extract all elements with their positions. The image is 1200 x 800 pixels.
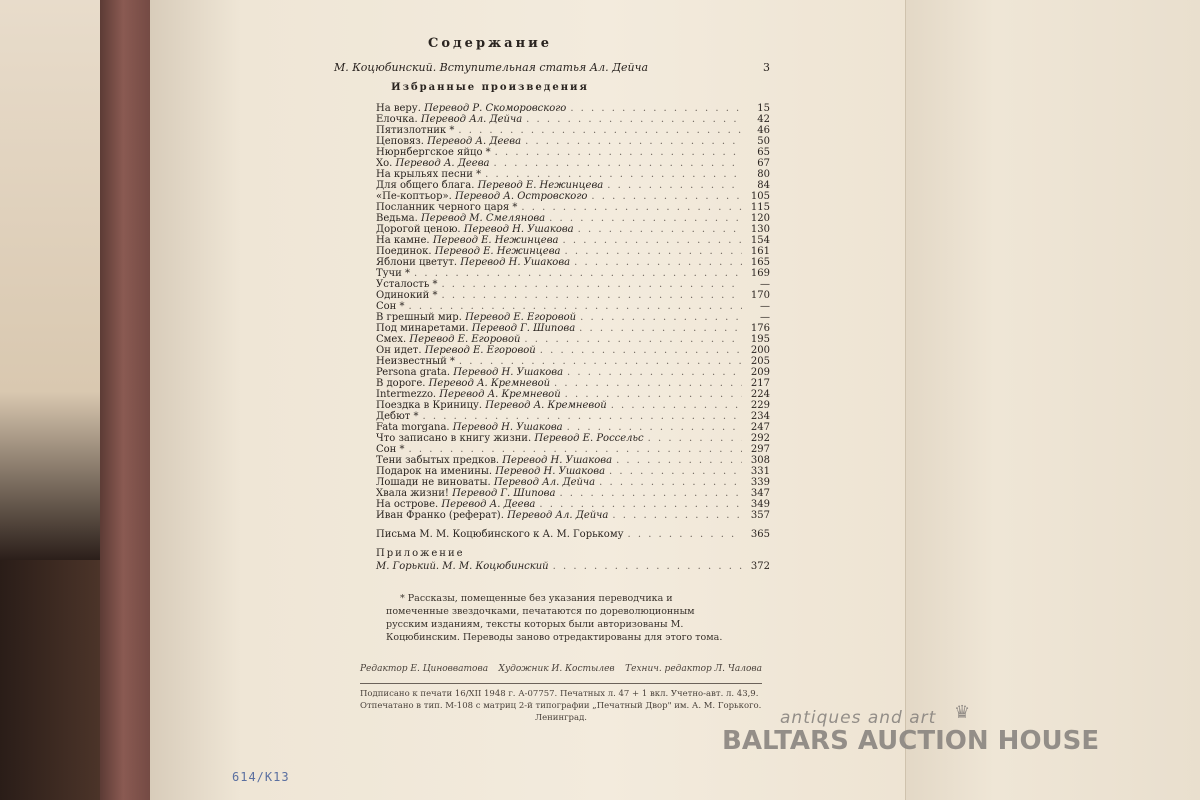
entry-title: Он идет. (376, 345, 422, 356)
entry-page: 169 (750, 268, 770, 279)
entry-title: Тени забытых предков. (376, 455, 500, 466)
entry-translator: Перевод Е. Россельс (534, 433, 644, 444)
entry-page: 80 (757, 169, 770, 180)
entry-title: Усталость * (376, 279, 438, 290)
leader-dots (579, 323, 742, 334)
appendix-page: 372 (750, 561, 770, 572)
toc-entry (376, 345, 770, 356)
entry-translator: Перевод Н. Ушакова (460, 257, 571, 268)
entry-translator: Перевод Н. Ушакова (463, 224, 574, 235)
leader-dots (423, 411, 743, 422)
library-stamp: 614/K13 (232, 770, 290, 784)
book-page-right (905, 0, 1200, 800)
entry-page: 205 (750, 356, 770, 367)
entry-page: 176 (750, 323, 770, 334)
toc-entry (376, 301, 770, 312)
entry-page: 297 (750, 444, 770, 455)
toc-entry (376, 180, 770, 191)
entry-title: Сон * (376, 444, 405, 455)
leader-dots (609, 466, 742, 477)
tech-editor-credit: Технич. редактор Л. Чалова (625, 664, 762, 674)
entry-translator: Перевод Е. Нежинцева (434, 246, 561, 257)
toc-entry (376, 400, 770, 411)
toc-entry (376, 334, 770, 345)
entry-translator: Перевод Ал. Дейча (493, 477, 596, 488)
appendix-entry (210, 561, 770, 572)
toc-entry (376, 356, 770, 367)
entry-page: 339 (750, 477, 770, 488)
entry-translator: Перевод А. Островского (454, 191, 588, 202)
entry-title: Пятизлотник * (376, 125, 455, 136)
entry-title: В грешный мир. (376, 312, 462, 323)
entry-page: 154 (750, 235, 770, 246)
leader-dots (578, 224, 742, 235)
entry-translator: Перевод Ал. Дейча (420, 114, 523, 125)
leader-dots (553, 561, 742, 572)
entry-title: Под минаретами. (376, 323, 469, 334)
entry-translator: Перевод М. Смелянова (420, 213, 546, 224)
toc-entry (376, 169, 770, 180)
entry-page: 50 (757, 136, 770, 147)
entry-title: Дебют * (376, 411, 419, 422)
letters-title: Письма М. М. Коцюбинского к А. М. Горькому (376, 529, 624, 540)
page-title: Содержание (427, 36, 553, 51)
leader-dots (441, 290, 742, 301)
toc-entry (376, 444, 770, 455)
entry-title: Посланник черного царя * (376, 202, 518, 213)
entry-page: 65 (757, 147, 770, 158)
entry-title: Для общего блага. (376, 180, 475, 191)
leader-dots (525, 136, 742, 147)
entry-translator: Перевод Н. Ушакова (502, 455, 613, 466)
entry-title: Поездка в Криницу. (376, 400, 483, 411)
toc-entry (376, 510, 770, 521)
leader-dots (607, 180, 742, 191)
entry-translator: Перевод Н. Ушакова (453, 367, 564, 378)
entry-translator: Перевод Е. Егоровой (409, 334, 521, 345)
entry-title: Елочка. (376, 114, 418, 125)
entry-title: «Пе-коптьор». (376, 191, 452, 202)
editor-credit: Редактор Е. Циновватова (360, 664, 489, 674)
leader-dots (495, 147, 742, 158)
watermark-brand: BALTARS AUCTION HOUSE (722, 726, 1100, 756)
imprint-line: Ленинград. (534, 713, 588, 723)
entry-page: 234 (750, 411, 770, 422)
toc-entry (376, 103, 770, 114)
leader-dots (591, 191, 742, 202)
entry-page: 200 (750, 345, 770, 356)
leader-dots (559, 488, 742, 499)
entry-page: — (760, 279, 770, 290)
entry-translator: Перевод Р. Скоморовского (424, 103, 567, 114)
entry-page: 115 (750, 202, 770, 213)
entry-title: Intermezzo. (376, 389, 437, 400)
entry-title: Хвала жизни! (376, 488, 449, 499)
entry-title: На веру. (376, 103, 421, 114)
entry-page: 247 (750, 422, 770, 433)
watermark (722, 702, 1122, 756)
toc-entry (376, 290, 770, 301)
entry-page: 15 (757, 103, 770, 114)
leader-dots (612, 510, 742, 521)
appendix-title: М. Горький. М. М. Коцюбинский (376, 561, 549, 572)
entry-translator: Перевод А. Деева (441, 499, 536, 510)
entry-title: На острове. (376, 499, 439, 510)
leader-dots (409, 301, 742, 312)
toc-entry (376, 367, 770, 378)
letters-page: 365 (750, 529, 770, 540)
entry-translator: Перевод Н. Ушакова (495, 466, 606, 477)
toc-entry (376, 246, 770, 257)
leader-dots (627, 529, 742, 540)
toc-entry (376, 466, 770, 477)
leader-dots (616, 455, 742, 466)
imprint-line: Отпечатано в тип. М-108 с матриц 2-й типографии „Печатный Двор" им. А. М. Горького. (360, 701, 762, 711)
entry-translator: Перевод А. Кремневой (428, 378, 551, 389)
toc-entry (376, 312, 770, 323)
leader-dots (570, 103, 742, 114)
entry-page: 84 (757, 180, 770, 191)
entry-title: Хо. (376, 158, 393, 169)
leader-dots (549, 213, 742, 224)
entry-title: На крыльях песни * (376, 169, 482, 180)
entry-title: Что записано в книгу жизни. (376, 433, 532, 444)
entry-title: Неизвестный * (376, 356, 455, 367)
entry-page: 229 (750, 400, 770, 411)
toc-entry (376, 422, 770, 433)
leader-dots (485, 169, 742, 180)
contents-page (210, 30, 770, 644)
toc-entry (376, 136, 770, 147)
entry-translator: Перевод А. Деева (427, 136, 522, 147)
leader-dots (565, 389, 742, 400)
watermark-tagline: antiques and art (780, 708, 937, 728)
leader-dots (599, 477, 742, 488)
toc-entry (376, 411, 770, 422)
appendix-label: Приложение (376, 548, 465, 559)
leader-dots (648, 433, 742, 444)
entry-title: Нюрнбергское яйцо * (376, 147, 491, 158)
credits-line (360, 664, 762, 674)
entry-translator: Перевод Н. Ушакова (452, 422, 563, 433)
entry-page: 195 (750, 334, 770, 345)
entry-page: 224 (750, 389, 770, 400)
toc-entry (376, 257, 770, 268)
leader-dots (409, 444, 742, 455)
entry-page: 67 (757, 158, 770, 169)
entry-title: Сон * (376, 301, 405, 312)
artist-credit: Художник И. Костылев (498, 664, 615, 674)
entry-translator: Перевод Е. Егоровой (424, 345, 536, 356)
entry-title: Одинокий * (376, 290, 438, 301)
footnote: * Рассказы, помещенные без указания переводчика и помеченные звездочками, печатаются по дореволюционным русским изданиям, тексты которых были авторизованы М. Коцюбинским. Переводы заново отредактированы для этого тома. (386, 593, 723, 643)
leader-dots (540, 345, 742, 356)
entry-page: — (760, 312, 770, 323)
entry-page: 209 (750, 367, 770, 378)
leader-dots (563, 235, 743, 246)
entry-page: 292 (750, 433, 770, 444)
entry-page: 165 (750, 257, 770, 268)
toc-entry (376, 235, 770, 246)
entry-page: 349 (750, 499, 770, 510)
leader-dots (574, 257, 742, 268)
entry-page: 331 (750, 466, 770, 477)
toc-entry (376, 125, 770, 136)
toc-entry (376, 268, 770, 279)
toc-entry (376, 158, 770, 169)
divider (360, 683, 762, 684)
entry-page: 120 (750, 213, 770, 224)
entry-title: Ведьма. (376, 213, 418, 224)
entry-translator: Перевод Е. Нежинцева (477, 180, 604, 191)
entry-translator: Перевод Е. Нежинцева (432, 235, 559, 246)
imprint-line: Подписано к печати 16/XII 1948 г. А-07757. Печатных л. 47 + 1 вкл. Учетно-авт. л. 43,9. (360, 689, 759, 699)
entry-page: 130 (750, 224, 770, 235)
entry-page: 161 (750, 246, 770, 257)
entry-title: Persona grata. (376, 367, 451, 378)
toc-entry (376, 202, 770, 213)
entry-page: 42 (757, 114, 770, 125)
toc-entry (376, 147, 770, 158)
entry-page: — (760, 301, 770, 312)
section-title: Избранные произведения (391, 82, 589, 93)
leader-dots (611, 400, 742, 411)
entry-title: Поединок. (376, 246, 432, 257)
entry-title: Лошади не виноваты. (376, 477, 491, 488)
entry-title: Смех. (376, 334, 407, 345)
toc-entry (376, 389, 770, 400)
entry-translator: Перевод А. Кремневой (485, 400, 607, 411)
leader-dots (580, 312, 742, 323)
entry-translator: Перевод Г. Шипова (452, 488, 556, 499)
toc-entry (376, 455, 770, 466)
entry-page: 217 (750, 378, 770, 389)
toc-entry (376, 213, 770, 224)
entry-title: В дороге. (376, 378, 426, 389)
entry-page: 46 (757, 125, 770, 136)
toc-entry (376, 114, 770, 125)
entry-translator: Перевод Е. Егоровой (465, 312, 577, 323)
entry-title: Иван Франко (реферат). (376, 510, 504, 521)
entry-title: Цеповяз. (376, 136, 424, 147)
toc-entry (376, 433, 770, 444)
toc-entry (376, 224, 770, 235)
toc-entry (376, 488, 770, 499)
toc-entry (376, 191, 770, 202)
leader-dots (524, 334, 742, 345)
entry-title: Подарок на именины. (376, 466, 493, 477)
intro-page: 3 (763, 61, 770, 74)
entry-page: 170 (750, 290, 770, 301)
entry-title: Яблони цветут. (376, 257, 458, 268)
leader-dots (414, 268, 742, 279)
leader-dots (554, 378, 742, 389)
toc-entry (376, 499, 770, 510)
crown-icon: ♛ (954, 702, 971, 723)
entry-page: 347 (750, 488, 770, 499)
toc-entry (376, 378, 770, 389)
toc-entry (376, 477, 770, 488)
leader-dots (459, 356, 742, 367)
entry-translator: Перевод А. Деева (395, 158, 490, 169)
leader-dots (494, 158, 742, 169)
leader-dots (567, 422, 742, 433)
leader-dots (564, 246, 742, 257)
entry-translator: Перевод Г. Шипова (471, 323, 576, 334)
letters-entry (210, 529, 770, 540)
entry-title: Дорогой ценою. (376, 224, 461, 235)
toc-entry (376, 279, 770, 290)
leader-dots (567, 367, 742, 378)
entry-page: 308 (750, 455, 770, 466)
toc-list (210, 103, 770, 521)
leader-dots (521, 202, 742, 213)
entry-title: Тучи * (376, 268, 411, 279)
imprint (360, 688, 762, 724)
entry-page: 357 (750, 510, 770, 521)
leader-dots (526, 114, 742, 125)
toc-entry (376, 323, 770, 334)
intro-entry (210, 61, 770, 74)
entry-translator: Перевод Ал. Дейча (507, 510, 609, 521)
intro-title: М. Коцюбинский. Вступительная статья Ал. Дейча (334, 61, 649, 74)
entry-page: 105 (750, 191, 770, 202)
entry-title: На камне. (376, 235, 430, 246)
leader-dots (458, 125, 742, 136)
leader-dots (539, 499, 742, 510)
entry-translator: Перевод А. Кремневой (439, 389, 561, 400)
leader-dots (441, 279, 742, 290)
entry-title: Fata morgana. (376, 422, 450, 433)
